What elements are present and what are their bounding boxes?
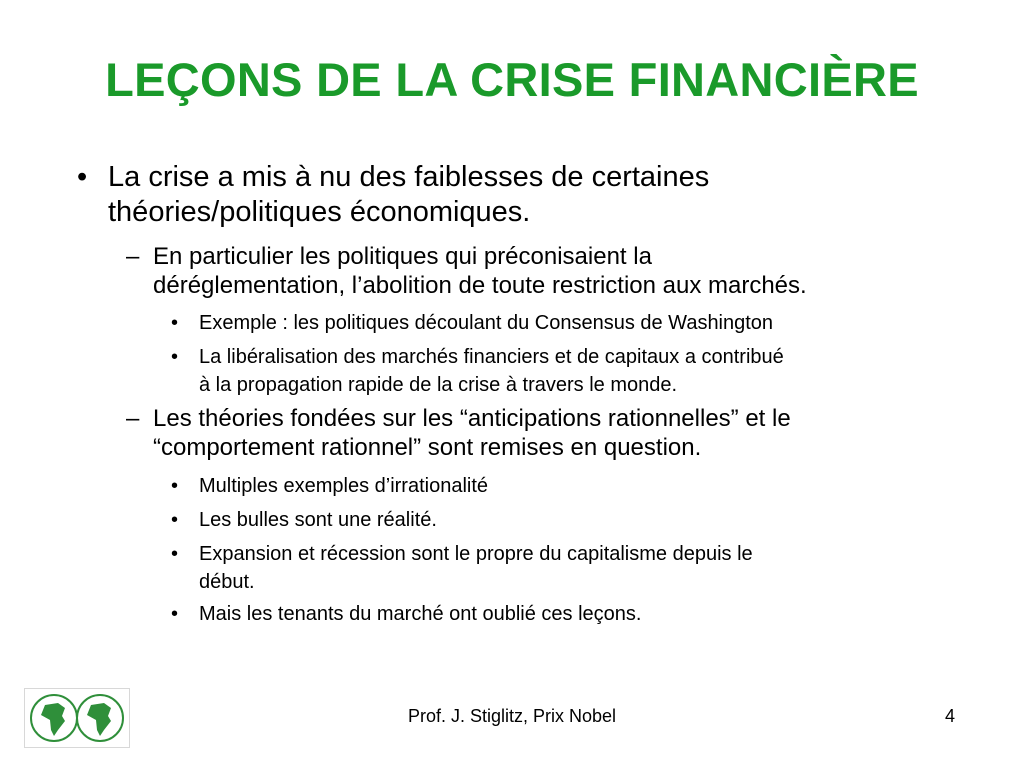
bullet-marker: •: [171, 603, 179, 625]
bullet-line: “comportement rationnel” sont remises en question.: [153, 434, 702, 461]
bullet-marker: •: [171, 543, 179, 565]
bullet-line: déréglementation, l’abolition de toute restriction aux marchés.: [153, 272, 807, 299]
bullet-line: début.: [199, 571, 255, 593]
sub-sub-bullet-item: [171, 343, 784, 399]
slide-title: LEÇONS DE LA CRISE FINANCIÈRE: [105, 53, 919, 106]
sub-sub-bullet-item: [171, 472, 489, 500]
bullet-line: Exemple : les politiques découlant du Consensus de Washington: [199, 312, 774, 334]
page-number: 4: [945, 706, 956, 726]
bullet-line: Expansion et récession sont le propre du capitalisme depuis le: [199, 543, 753, 565]
bullet-line: Mais les tenants du marché ont oublié ces leçons.: [199, 603, 642, 625]
sub-bullet-item: [126, 242, 807, 300]
bullet-line: à la propagation rapide de la crise à travers le monde.: [199, 374, 678, 396]
bullet-line: Multiples exemples d’irrationalité: [199, 475, 489, 497]
bullet-marker: –: [126, 405, 140, 432]
bullet-marker: •: [171, 475, 179, 497]
bullet-item: [77, 160, 710, 230]
bullet-marker: •: [171, 509, 179, 531]
bullet-marker: •: [171, 346, 179, 368]
bullet-line: La crise a mis à nu des faiblesses de certaines: [108, 161, 710, 193]
bullet-line: Les théories fondées sur les “anticipations rationnelles” et le: [153, 405, 791, 432]
sub-sub-bullet-item: [171, 600, 642, 628]
bullet-line: théories/politiques économiques.: [108, 196, 531, 228]
bullet-marker: •: [77, 161, 88, 193]
sub-sub-bullet-item: [171, 540, 753, 596]
bullet-line: Les bulles sont une réalité.: [199, 509, 437, 531]
bullet-marker: •: [171, 312, 179, 334]
bullet-line: En particulier les politiques qui préconisaient la: [153, 243, 652, 270]
sub-bullet-item: [126, 404, 791, 462]
bullet-line: La libéralisation des marchés financiers et de capitaux a contribué: [199, 346, 784, 368]
footer-text: Prof. J. Stiglitz, Prix Nobel: [407, 706, 617, 726]
sub-sub-bullet-item: [171, 506, 437, 534]
bullet-marker: –: [126, 243, 140, 270]
sub-sub-bullet-item: [171, 309, 774, 337]
